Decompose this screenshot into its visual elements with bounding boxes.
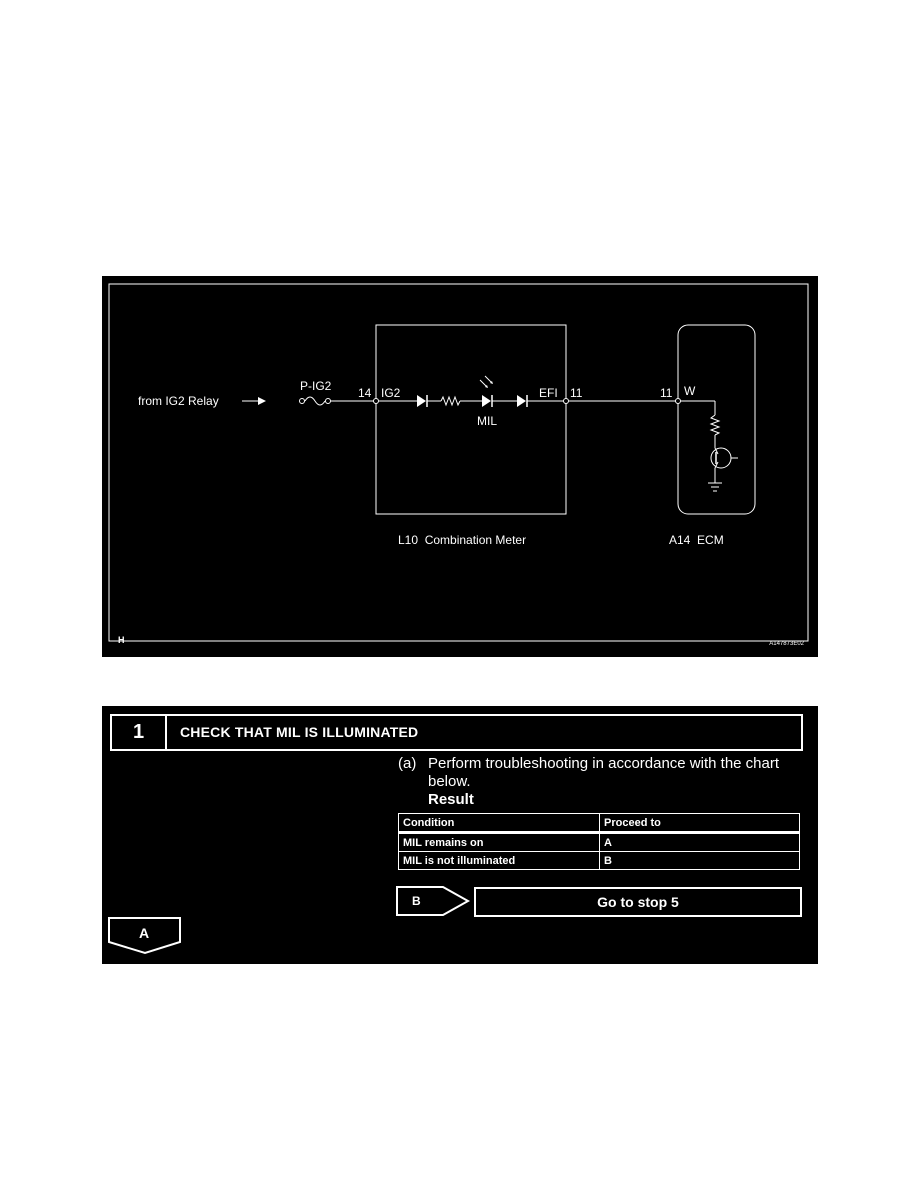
table-cell: B (600, 852, 800, 870)
led-icon (480, 376, 493, 407)
result-table (398, 813, 800, 870)
pin-in-terminal (374, 399, 379, 404)
branch-a-arrow (108, 917, 182, 955)
combination-meter-box (376, 325, 566, 514)
branch-b-arrow (396, 886, 472, 916)
ecm-pin-terminal (676, 399, 681, 404)
ground-icon (708, 483, 722, 491)
table-cell: A (600, 833, 800, 852)
instruction-text: Perform troubleshooting in accordance with the chart below. (428, 755, 780, 790)
branch-b-label: B (412, 894, 421, 908)
step-header (110, 714, 803, 751)
step-title: CHECK THAT MIL IS ILLUMINATED (180, 724, 419, 740)
wiring-diagram (102, 276, 818, 657)
transistor-icon (711, 448, 738, 468)
diode-icon (417, 395, 427, 407)
pin-out-name: EFI (539, 386, 558, 400)
corner-label-left: H (118, 635, 125, 645)
resistor-icon (441, 397, 460, 405)
table-cell: MIL remains on (399, 833, 600, 852)
ecm-pin-number: 11 (660, 386, 673, 400)
table-header-row (399, 814, 800, 833)
source-label: from IG2 Relay (138, 394, 219, 408)
branch-a-label: A (139, 925, 150, 941)
ecm-pin-name: W (684, 384, 696, 398)
meter-label: L10 Combination Meter (398, 533, 527, 547)
diode-icon (517, 395, 527, 407)
pin-out-terminal (564, 399, 569, 404)
procedure-step (102, 706, 818, 964)
column-header: Condition (399, 814, 600, 833)
figure-id: A147873E02 (769, 641, 804, 647)
column-header: Proceed to (600, 814, 800, 833)
pin-out-number: 11 (570, 386, 583, 400)
result-label: Result (428, 791, 474, 808)
diagram-frame (109, 284, 808, 641)
arrow-icon (242, 397, 266, 405)
pin-in-name: IG2 (381, 386, 401, 400)
lamp-label: MIL (477, 414, 498, 428)
table-row (399, 833, 800, 852)
pin-in-number: 14 (358, 386, 372, 400)
instruction-label: (a) (398, 755, 417, 772)
table-row (399, 852, 800, 870)
goto-step-button[interactable]: Go to stop 5 (474, 887, 802, 917)
resistor-icon (711, 415, 719, 435)
step-number: 1 (112, 716, 167, 749)
ecm-box (678, 325, 755, 514)
fuse-label: P-IG2 (300, 379, 332, 393)
table-cell: MIL is not illuminated (399, 852, 600, 870)
ecm-label: A14 ECM (669, 533, 724, 547)
wiring-diagram-svg (102, 276, 818, 657)
fuse-icon (300, 397, 331, 405)
